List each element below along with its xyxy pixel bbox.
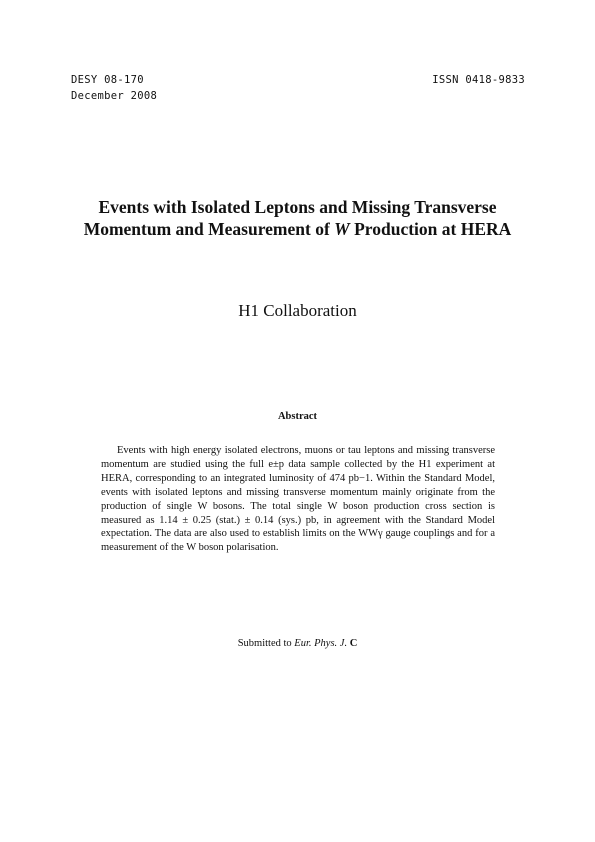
report-header-left [71, 72, 157, 104]
report-date: December 2008 [71, 90, 158, 102]
paper-title [40, 196, 555, 240]
journal-volume: C [349, 638, 358, 649]
abstract-text: Events with high energy isolated electrons, muons or tau leptons and missing transverse momentum are studied using the full e±p data sample collected by the H1 experiment at HERA, corresponding to an integrated luminosity of 474 pb−1. Within the Standard Model, events with isolated leptons and missing transverse momentum mainly originate from the production of single W bosons. The total single W boson production cross section is measured as 1.14 ± 0.25 (stat.) ± 0.14 (sys.) pb, in agreement with the Standard Model expectation. The data are also used to establish limits on the WWγ gauge couplings and for a measurement of the W boson polarisation. [101, 445, 495, 554]
submission-note [40, 638, 555, 649]
title-w-symbol: W [334, 219, 350, 239]
title-line-2-start: Momentum and Measurement of [83, 219, 335, 239]
title-line-2 [40, 218, 555, 240]
title-line-1: Events with Isolated Leptons and Missing Transverse [98, 197, 497, 217]
report-header-right [432, 72, 525, 88]
author: H1 Collaboration [238, 301, 357, 320]
issn-number: ISSN 0418-9833 [432, 74, 525, 86]
journal-name: Eur. Phys. J. [294, 638, 348, 649]
title-line-2-end: Production at HERA [349, 219, 512, 239]
report-number: DESY 08-170 [71, 74, 144, 86]
abstract-heading: Abstract [277, 411, 318, 422]
submission-prefix: Submitted to [237, 638, 295, 649]
